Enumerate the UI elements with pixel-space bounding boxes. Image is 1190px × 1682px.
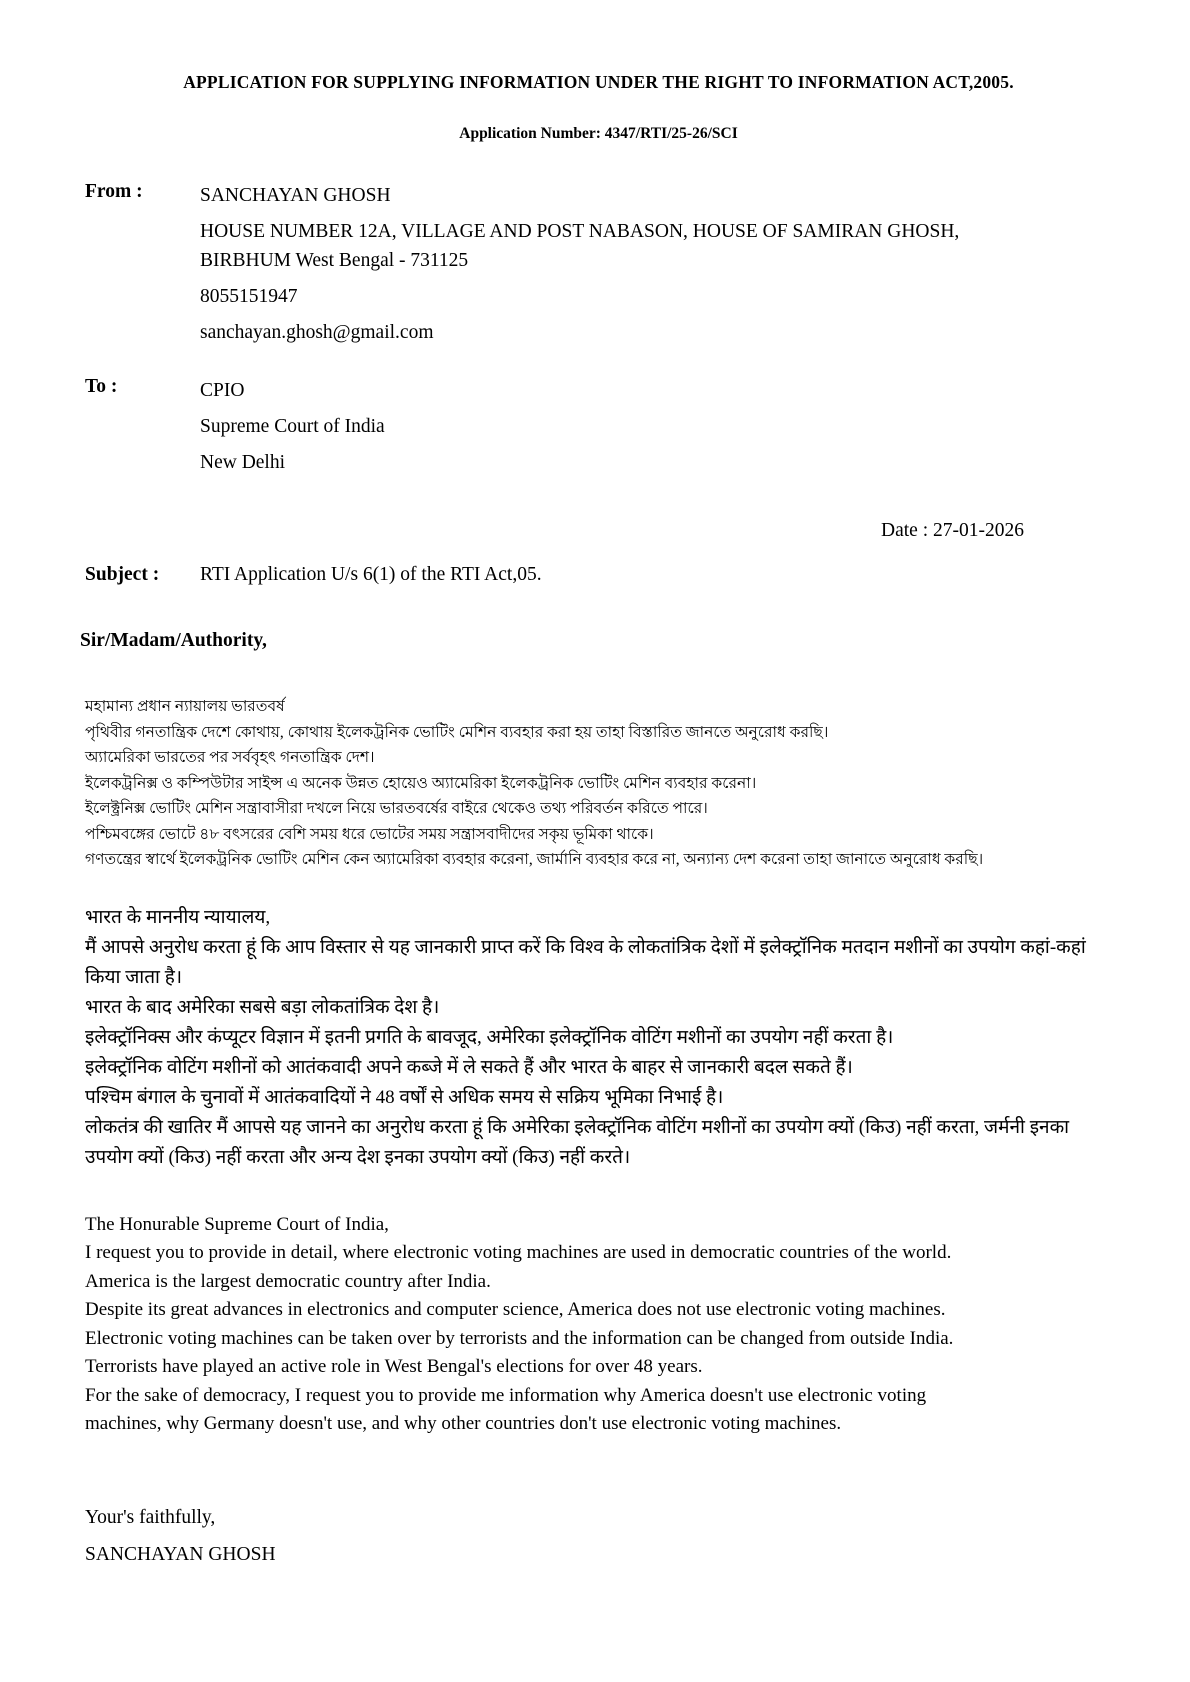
application-number: Application Number: 4347/RTI/25-26/SCI (459, 125, 738, 142)
closing-block (85, 1503, 1112, 1569)
closing-phrase: Your's faithfully, (85, 1506, 216, 1528)
sender-address: HOUSE NUMBER 12A, VILLAGE AND POST NABASON, HOUSE OF SAMIRAN GHOSH, BIRBHUM West Bengal - 731125 (200, 221, 960, 271)
signature-name: SANCHAYAN GHOSH (85, 1543, 276, 1565)
from-section (85, 181, 1112, 354)
hindi-line: मैं आपसे अनुरोध करता हूं कि आप विस्तार से यह जानकारी प्राप्त करें कि विश्व के लोकतांत्रिक देशों में इलेक्ट्रॉनिक मतदान मशीनों का उपयोग कहां-कहां किया जाता है। (85, 936, 1086, 988)
subject-label: Subject : (85, 564, 160, 585)
from-label: From : (85, 181, 143, 202)
subject-section (85, 564, 1112, 586)
bengali-line: গণতন্ত্রের স্বার্থে ইলেকট্রনিক ভোটিং মেশিন কেন অ্যামেরিকা ব্যবহার করেনা, জার্মানি ব্যবহার করে না, অন্যান্য দেশ করেনা তাহা জানাতে অনুরোধ করছি। (85, 851, 984, 868)
subject-text: RTI Application U/s 6(1) of the RTI Act,05. (200, 564, 542, 585)
hindi-line: इलेक्ट्रॉनिक्स और कंप्यूटर विज्ञान में इतनी प्रगति के बावजूद, अमेरिका इलेक्ट्रॉनिक वोटिंग मशीनों का उपयोग नहीं करता है। (85, 1026, 894, 1048)
to-label: To : (85, 376, 118, 397)
sender-name: SANCHAYAN GHOSH (200, 185, 391, 206)
hindi-line: इलेक्ट्रॉनिक वोटिंग मशीनों को आतंकवादी अपने कब्जे में ले सकते हैं और भारत के बाहर से जानकारी बदल सकते हैं। (85, 1056, 853, 1078)
body-paragraph-hindi (85, 903, 1112, 1173)
bengali-line: ইলেকট্রনিক্স ও কম্পিউটার সাইন্স এ অনেক উন্নত হোয়েও অ্যামেরিকা ইলেকট্রনিক ভোটিং মেশিন ব্যবহার করেনা। (85, 774, 757, 792)
recipient-city: New Delhi (200, 452, 286, 473)
to-section (85, 376, 1112, 484)
english-line: The Honurable Supreme Court of India, (85, 1213, 389, 1235)
english-line: Electronic voting machines can be taken over by terrorists and the information can be changed from outside India. (85, 1327, 954, 1349)
hindi-line: भारत के बाद अमेरिका सबसे बड़ा लोकतांत्रिक देश है। (85, 996, 440, 1018)
hindi-line: भारत के माननीय न्यायालय, (85, 906, 271, 928)
english-line: Terrorists have played an active role in West Bengal's elections for over 48 years. (85, 1356, 703, 1377)
body-paragraph-bengali (85, 694, 1112, 873)
bengali-line: ইলেক্ট্রনিক্স ভোটিং মেশিন সন্ত্রাবাসীরা দখলে নিয়ে ভারতবর্ষের বাইরে থেকেও তথ্য পরিবর্তন করিতে পারে। (85, 800, 708, 817)
english-line: America is the largest democratic country after India. (85, 1270, 491, 1292)
bengali-line: পশ্চিমবঙ্গের ভোটে ৪৮ বৎসরের বেশি সময় ধরে ভোটের সময় সন্ত্রাসবাদীদের সকৃয় ভূমিকা থাকে। (85, 825, 654, 843)
hindi-line: पश्चिम बंगाल के चुनावों में आतंकवादियों ने 48 वर्षों से अधिक समय से सक्रिय भूमिका निभाई है। (85, 1086, 724, 1108)
sender-email: sanchayan.ghosh@gmail.com (200, 322, 434, 343)
bengali-line: অ্যামেরিকা ভারতের পর সর্ববৃহৎ গনতান্ত্রিক দেশ। (85, 749, 375, 766)
bengali-line: পৃথিবীর গনতান্ত্রিক দেশে কোথায়, কোথায় ইলেকট্রনিক ভোটিং মেশিন ব্যবহার করা হয় তাহা বিস্তারিত জানতে অনুরোধ করছি। (85, 723, 829, 741)
english-line: For the sake of democracy, I request you to provide me information why America doesn't use electronic voting machines, why Germany doesn't use, and why other countries don't use electronic voting machines. (85, 1384, 927, 1434)
from-details (200, 181, 970, 354)
sender-phone: 8055151947 (200, 286, 298, 307)
salutation: Sir/Madam/Authority, (80, 630, 267, 651)
document-title: APPLICATION FOR SUPPLYING INFORMATION UNDER THE RIGHT TO INFORMATION ACT,2005. (183, 72, 1014, 92)
body-paragraph-english (85, 1211, 990, 1439)
english-line: I request you to provide in detail, where electronic voting machines are used in democratic countries of the world. (85, 1242, 952, 1263)
hindi-line: लोकतंत्र की खातिर मैं आपसे यह जानने का अनुरोध करता हूं कि अमेरिका इलेक्ट्रॉनिक वोटिंग मशीनों का उपयोग क्यों (किउ) नहीं करता, जर्मनी इनका उपयोग क्यों (किउ) नहीं करता और अन्य देश इनका उपयोग क्यों (किउ) नहीं करते। (85, 1116, 1070, 1168)
date-line: Date : 27-01-2026 (881, 520, 1024, 541)
bengali-line: মহামান্য প্রধান ন্যায়ালয় ভারতবর্ষ (85, 698, 285, 715)
to-details (200, 376, 385, 484)
recipient-office: Supreme Court of India (200, 416, 385, 437)
english-line: Despite its great advances in electronics and computer science, America does not use electronic voting machines. (85, 1299, 946, 1320)
recipient-designation: CPIO (200, 380, 245, 401)
